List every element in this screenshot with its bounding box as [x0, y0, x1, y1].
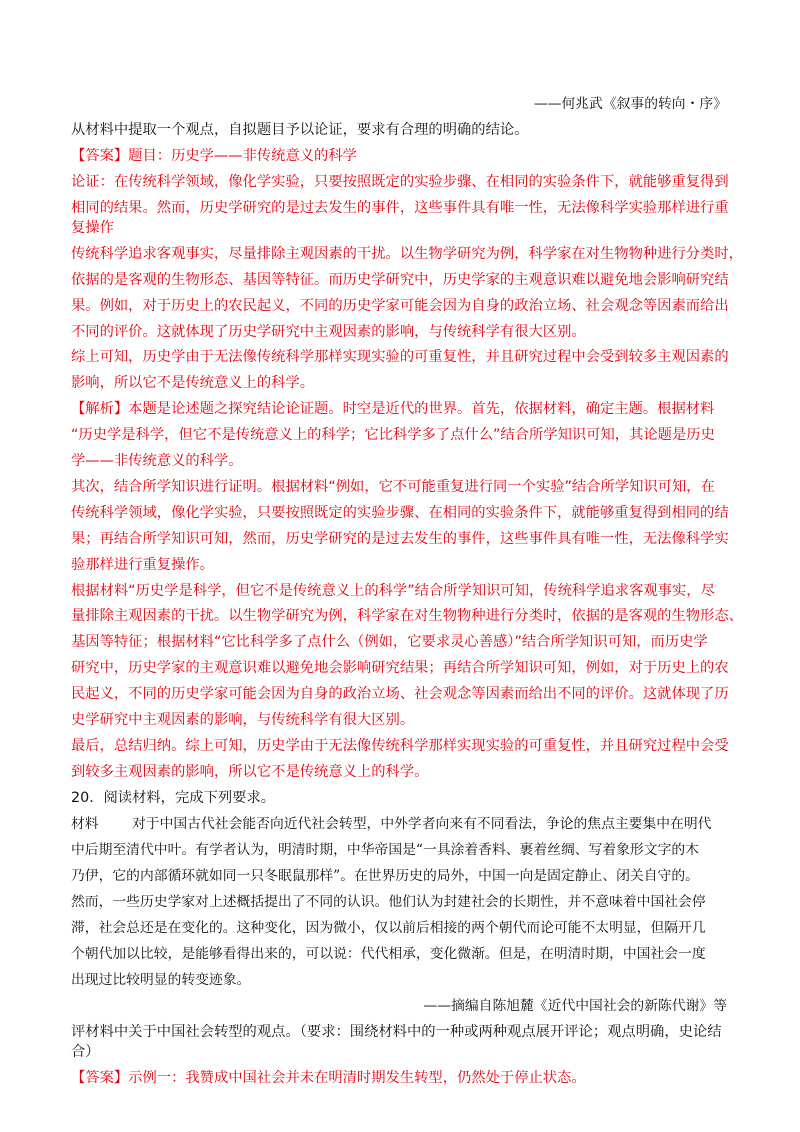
- answer-line: 传统科学追求客观事实，尽量排除主观因素的干扰。以生物学研究为例，科学家在对生物物种进行分类时，: [71, 246, 743, 262]
- analysis-line: 传统科学领域，像化学实验，只要按照既定的实验步骤、在相同的实验条件下，就能够重复得到相同的结: [71, 505, 729, 521]
- answer-line: 【答案】题目：历史学——非传统意义的科学: [71, 148, 357, 164]
- analysis-line: 【解析】本题是论述题之探究结论论证题。时空是近代的世界。首先，依据材料，确定主题。根据材料: [71, 401, 715, 417]
- answer-line: 依据的是客观的生物形态、基因等特征。而历史学研究中，历史学家的主观意识难以避免地会影响研究结: [71, 272, 729, 288]
- analysis-line: 果；再结合所学知识可知，然而，历史学研究的是过去发生的事件，这些事件具有唯一性，无法像科学实: [71, 531, 729, 547]
- analysis-line: 研究中，历史学家的主观意识难以避免地会影响研究结果；再结合所学知识可知，例如，对于历史上的农: [71, 660, 729, 676]
- material-label: 材料: [71, 816, 99, 832]
- analysis-line: 史学研究中主观因素的影响，与传统科学有很大区别。: [71, 712, 415, 728]
- material-line: 个朝代加以比较，是能够看得出来的，可以说：代代相承，变化微渐。但是，在明清时期，中国社会一度: [71, 946, 706, 962]
- material-line: 滞，社会总还是在变化的。这种变化，因为微小，仅以前后相接的两个朝代而论可能不太明显，但隔开几: [71, 920, 706, 936]
- analysis-line: “历史学是科学，但它不是传统意义上的科学；它比科学多了点什么”结合所学知识可知，其论题是历史: [71, 427, 715, 443]
- answer-line: 综上可知，历史学由于无法像传统科学那样实现实验的可重复性，并且研究过程中会受到较多主观因素的: [71, 349, 729, 365]
- answer-line: 论证：在传统科学领域，像化学实验，只要按照既定的实验步骤、在相同的实验条件下，就能够重复得到: [71, 174, 729, 190]
- material-line: 对于中国古代社会能否向近代社会转型，中外学者向来有不同看法，争论的焦点主要集中在明代: [132, 816, 712, 832]
- answer-line: 果。例如，对于历史上的农民起义，不同的历史学家可能会因为自身的政治立场、社会观念等因素而给出: [71, 298, 729, 314]
- analysis-line: 到较多主观因素的影响，所以它不是传统意义上的科学。: [71, 764, 429, 780]
- q20-header: 20．阅读材料，完成下列要求。: [71, 790, 276, 806]
- material-line: 中后期至清代中叶。有学者认为，明清时期，中华帝国是“一具涂着香料、裹着丝绸、写着象形文字的木: [71, 842, 699, 858]
- q20-source: ——摘编自陈旭麓《近代中国社会的新陈代谢》等: [423, 998, 727, 1014]
- material-line: 然而，一些历史学家对上述概括提出了不同的认识。他们认为封建社会的长期性，并不意味着中国社会停: [71, 894, 706, 910]
- q20-answer: 【答案】示例一：我赞成中国社会并未在明清时期发生转型，仍然处于停止状态。: [71, 1070, 586, 1086]
- material-line: 出现过比较明显的转变迹象。: [71, 972, 251, 988]
- analysis-line: 基因等特征；根据材料“它比科学多了点什么（例如，它要求灵心善感）”结合所学知识可知，而历史学: [71, 634, 708, 650]
- answer-line: 不同的评价。这就体现了历史学研究中主观因素的影响，与传统科学有很大区别。: [71, 324, 586, 340]
- q19-source: ——何兆武《叙事的转向・序》: [533, 96, 727, 112]
- answer-line: 复操作: [71, 220, 114, 236]
- answer-line: 影响，所以它不是传统意义上的科学。: [71, 375, 315, 391]
- answer-line: 相同的结果。然而，历史学研究的是过去发生的事件，这些事件具有唯一性，无法像科学实验那样进行重: [71, 200, 729, 216]
- analysis-line: 民起义，不同的历史学家可能会因为自身的政治立场、社会观念等因素而给出不同的评价。这就体现了历: [71, 686, 729, 702]
- material-line: 乃伊，它的内部循环就如同一只冬眠鼠那样”。在世界历史的局外，中国一向是固定静止、闭关自守的。: [71, 868, 699, 884]
- q20-prompt-line: 评材料中关于中国社会转型的观点。（要求：围绕材料中的一种或两种观点展开评论；观点明确，史论结: [71, 1024, 722, 1040]
- analysis-line: 验那样进行重复操作。: [71, 557, 214, 573]
- analysis-line: 其次，结合所学知识进行证明。根据材料“例如，它不可能重复进行同一个实验”结合所学知识可知，在: [71, 479, 715, 495]
- analysis-line: 学——非传统意义的科学。: [71, 453, 243, 469]
- q19-prompt: 从材料中提取一个观点，自拟题目予以论证，要求有合理的明确的结论。: [71, 122, 529, 138]
- analysis-line: 根据材料“历史学是科学，但它不是传统意义上的科学”结合所学知识可知，传统科学追求客观事实，尽: [71, 583, 715, 599]
- analysis-line: 量排除主观因素的干扰。以生物学研究为例，科学家在对生物物种进行分类时，依据的是客观的生物形态、: [71, 608, 743, 624]
- analysis-line: 最后，总结归纳。综上可知，历史学由于无法像传统科学那样实现实验的可重复性，并且研究过程中会受: [71, 738, 729, 754]
- q20-prompt-line: 合）: [71, 1044, 100, 1060]
